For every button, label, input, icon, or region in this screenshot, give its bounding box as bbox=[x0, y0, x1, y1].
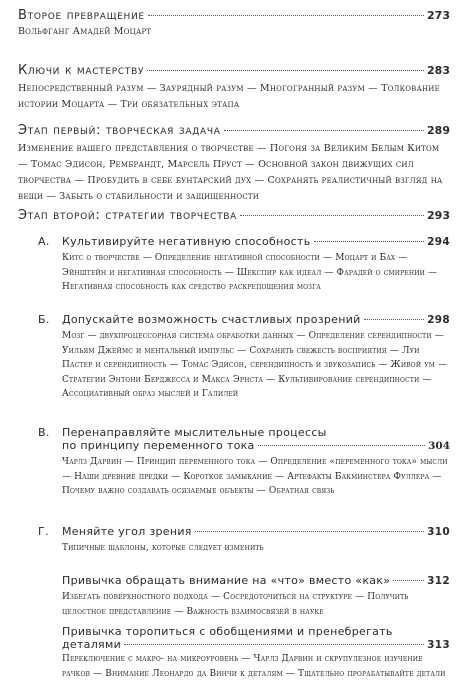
toc-entry[interactable] bbox=[62, 625, 450, 638]
toc-subsection-a bbox=[38, 235, 450, 295]
subsection-letter: Б. bbox=[38, 313, 50, 326]
toc-entry[interactable] bbox=[38, 313, 450, 326]
toc-section-keys bbox=[18, 63, 450, 113]
leader-dots bbox=[240, 215, 424, 216]
leader-dots bbox=[147, 70, 424, 71]
toc-entry[interactable] bbox=[38, 525, 450, 538]
subsection-letter: А. bbox=[38, 235, 50, 248]
subsubsection-items: Переключение с макро- на микроуровень — Чарлз Дарвин и скрупулезное изучение рачков — Внимание Леонардо да Винчи к деталям — Тщательно прорабатывайте детали bbox=[62, 654, 446, 679]
subsection-items: Мозг — двухпроцессорная система обработки данных — Определение серендипности — Уильям Джеймс и ментальный импульс — Сохранять свежесть восприятия — Луи Пастер и серендипность — Томас Эдисон, серендипность и звукозапись — Живой ум — Стратегии Энтони Берджесса и Макса Эрнста — Культивирование серендипности — Ассоциативный образ мыслей и Галилей bbox=[62, 331, 448, 399]
subsection-title: Культивируйте негативную способность bbox=[62, 235, 311, 248]
page-number: 283 bbox=[427, 64, 450, 77]
subsection-title: Перенаправляйте мыслительные процессы bbox=[62, 426, 327, 439]
toc-entry[interactable] bbox=[18, 8, 450, 23]
toc-entry[interactable] bbox=[38, 235, 450, 248]
toc-subsection-v bbox=[38, 426, 450, 499]
toc-subsection-b bbox=[38, 313, 450, 402]
leader-dots bbox=[364, 319, 425, 320]
section-title: Этап первый: творческая задача bbox=[18, 123, 221, 138]
subsection-letter: Г. bbox=[38, 525, 49, 538]
leader-dots bbox=[148, 15, 424, 16]
leader-dots bbox=[393, 580, 424, 581]
subsubsection-title: Привычка обращать внимание на «что» вместо «как» bbox=[62, 574, 391, 587]
section-items: Непосредственный разум — Заурядный разум — Многогранный разум — Толкование истории Моцарта — Три обязательных этапа bbox=[18, 83, 440, 110]
subsubsection-title-continued: деталями bbox=[62, 638, 122, 651]
page-number: 304 bbox=[428, 440, 450, 452]
subsection-items: Чарлз Дарвин — Принцип переменного тока — Определение «переменного тока» мысли — Наши древние предки — Короткое замыкание — Артефакты Бакминстера Фуллера — Почему важно создавать осязаемые объекты — Обратная связь bbox=[62, 457, 448, 496]
subsection-title: Меняйте угол зрения bbox=[62, 525, 192, 538]
toc-entry[interactable] bbox=[18, 63, 450, 78]
leader-dots bbox=[195, 531, 424, 532]
toc-entry-continued[interactable] bbox=[62, 439, 450, 452]
page-number: 273 bbox=[427, 9, 450, 22]
subsection-title-continued: по принципу переменного тока bbox=[62, 439, 255, 452]
subsubsection-title: Привычка торопиться с обобщениями и пренебрегать bbox=[62, 625, 393, 638]
page-number: 294 bbox=[427, 236, 450, 248]
subsection-items: Китс о творчестве — Определение негативной способности — Моцарт и Бах — Эйнштейн и негативная способность — Шекспир как идеал — Фарадей о смирении — Негативная способность как средство раскрепощения мозга bbox=[62, 253, 438, 292]
toc-section-stage-one bbox=[18, 123, 450, 205]
toc-entry[interactable] bbox=[18, 208, 450, 223]
page-number: 298 bbox=[427, 314, 450, 326]
section-items: Изменение вашего представления о творчестве — Погоня за Великим Белым Китом — Томас Эдисон, Рембрандт, Марсель Пруст — Основной закон движущих сил творчества — Пробудить в себе бунтарский дух — Сохранять реалистичный взгляд на вещи — Забыть о стабильности и защищенности bbox=[18, 143, 443, 202]
toc-entry[interactable] bbox=[62, 574, 450, 587]
toc-subsection-g bbox=[38, 525, 450, 556]
page-number: 310 bbox=[427, 526, 450, 538]
page-number: 293 bbox=[427, 209, 450, 222]
leader-dots bbox=[124, 644, 424, 645]
toc-entry[interactable] bbox=[38, 426, 450, 439]
toc-subsubsection-habit-what bbox=[62, 574, 450, 619]
leader-dots bbox=[224, 130, 424, 131]
toc-entry-continued[interactable] bbox=[62, 638, 450, 651]
leader-dots bbox=[258, 445, 425, 446]
toc-section-second-transformation bbox=[18, 8, 450, 40]
section-subtitle: Вольфганг Амадей Моцарт bbox=[18, 26, 152, 37]
section-title: Второе превращение bbox=[18, 8, 145, 23]
subsubsection-items: Избегать поверхностного подхода — Сосредоточиться на структуре — Получить целостное представление — Важность взаимосвязей в науке bbox=[62, 592, 409, 617]
section-title: Ключи к мастерству bbox=[18, 63, 145, 78]
leader-dots bbox=[314, 241, 425, 242]
toc-entry[interactable] bbox=[18, 123, 450, 138]
toc-subsubsection-habit-rush bbox=[62, 625, 450, 681]
toc-section-stage-two bbox=[18, 208, 450, 223]
subsection-items: Типичные шаблоны, которые следует изменить bbox=[62, 543, 264, 553]
page-number: 313 bbox=[427, 639, 450, 651]
page-number: 289 bbox=[427, 124, 450, 137]
subsection-letter: В. bbox=[38, 426, 50, 439]
section-title: Этап второй: стратегии творчества bbox=[18, 208, 238, 223]
subsection-title: Допускайте возможность счастливых прозрений bbox=[62, 313, 361, 326]
page-number: 312 bbox=[427, 575, 450, 587]
